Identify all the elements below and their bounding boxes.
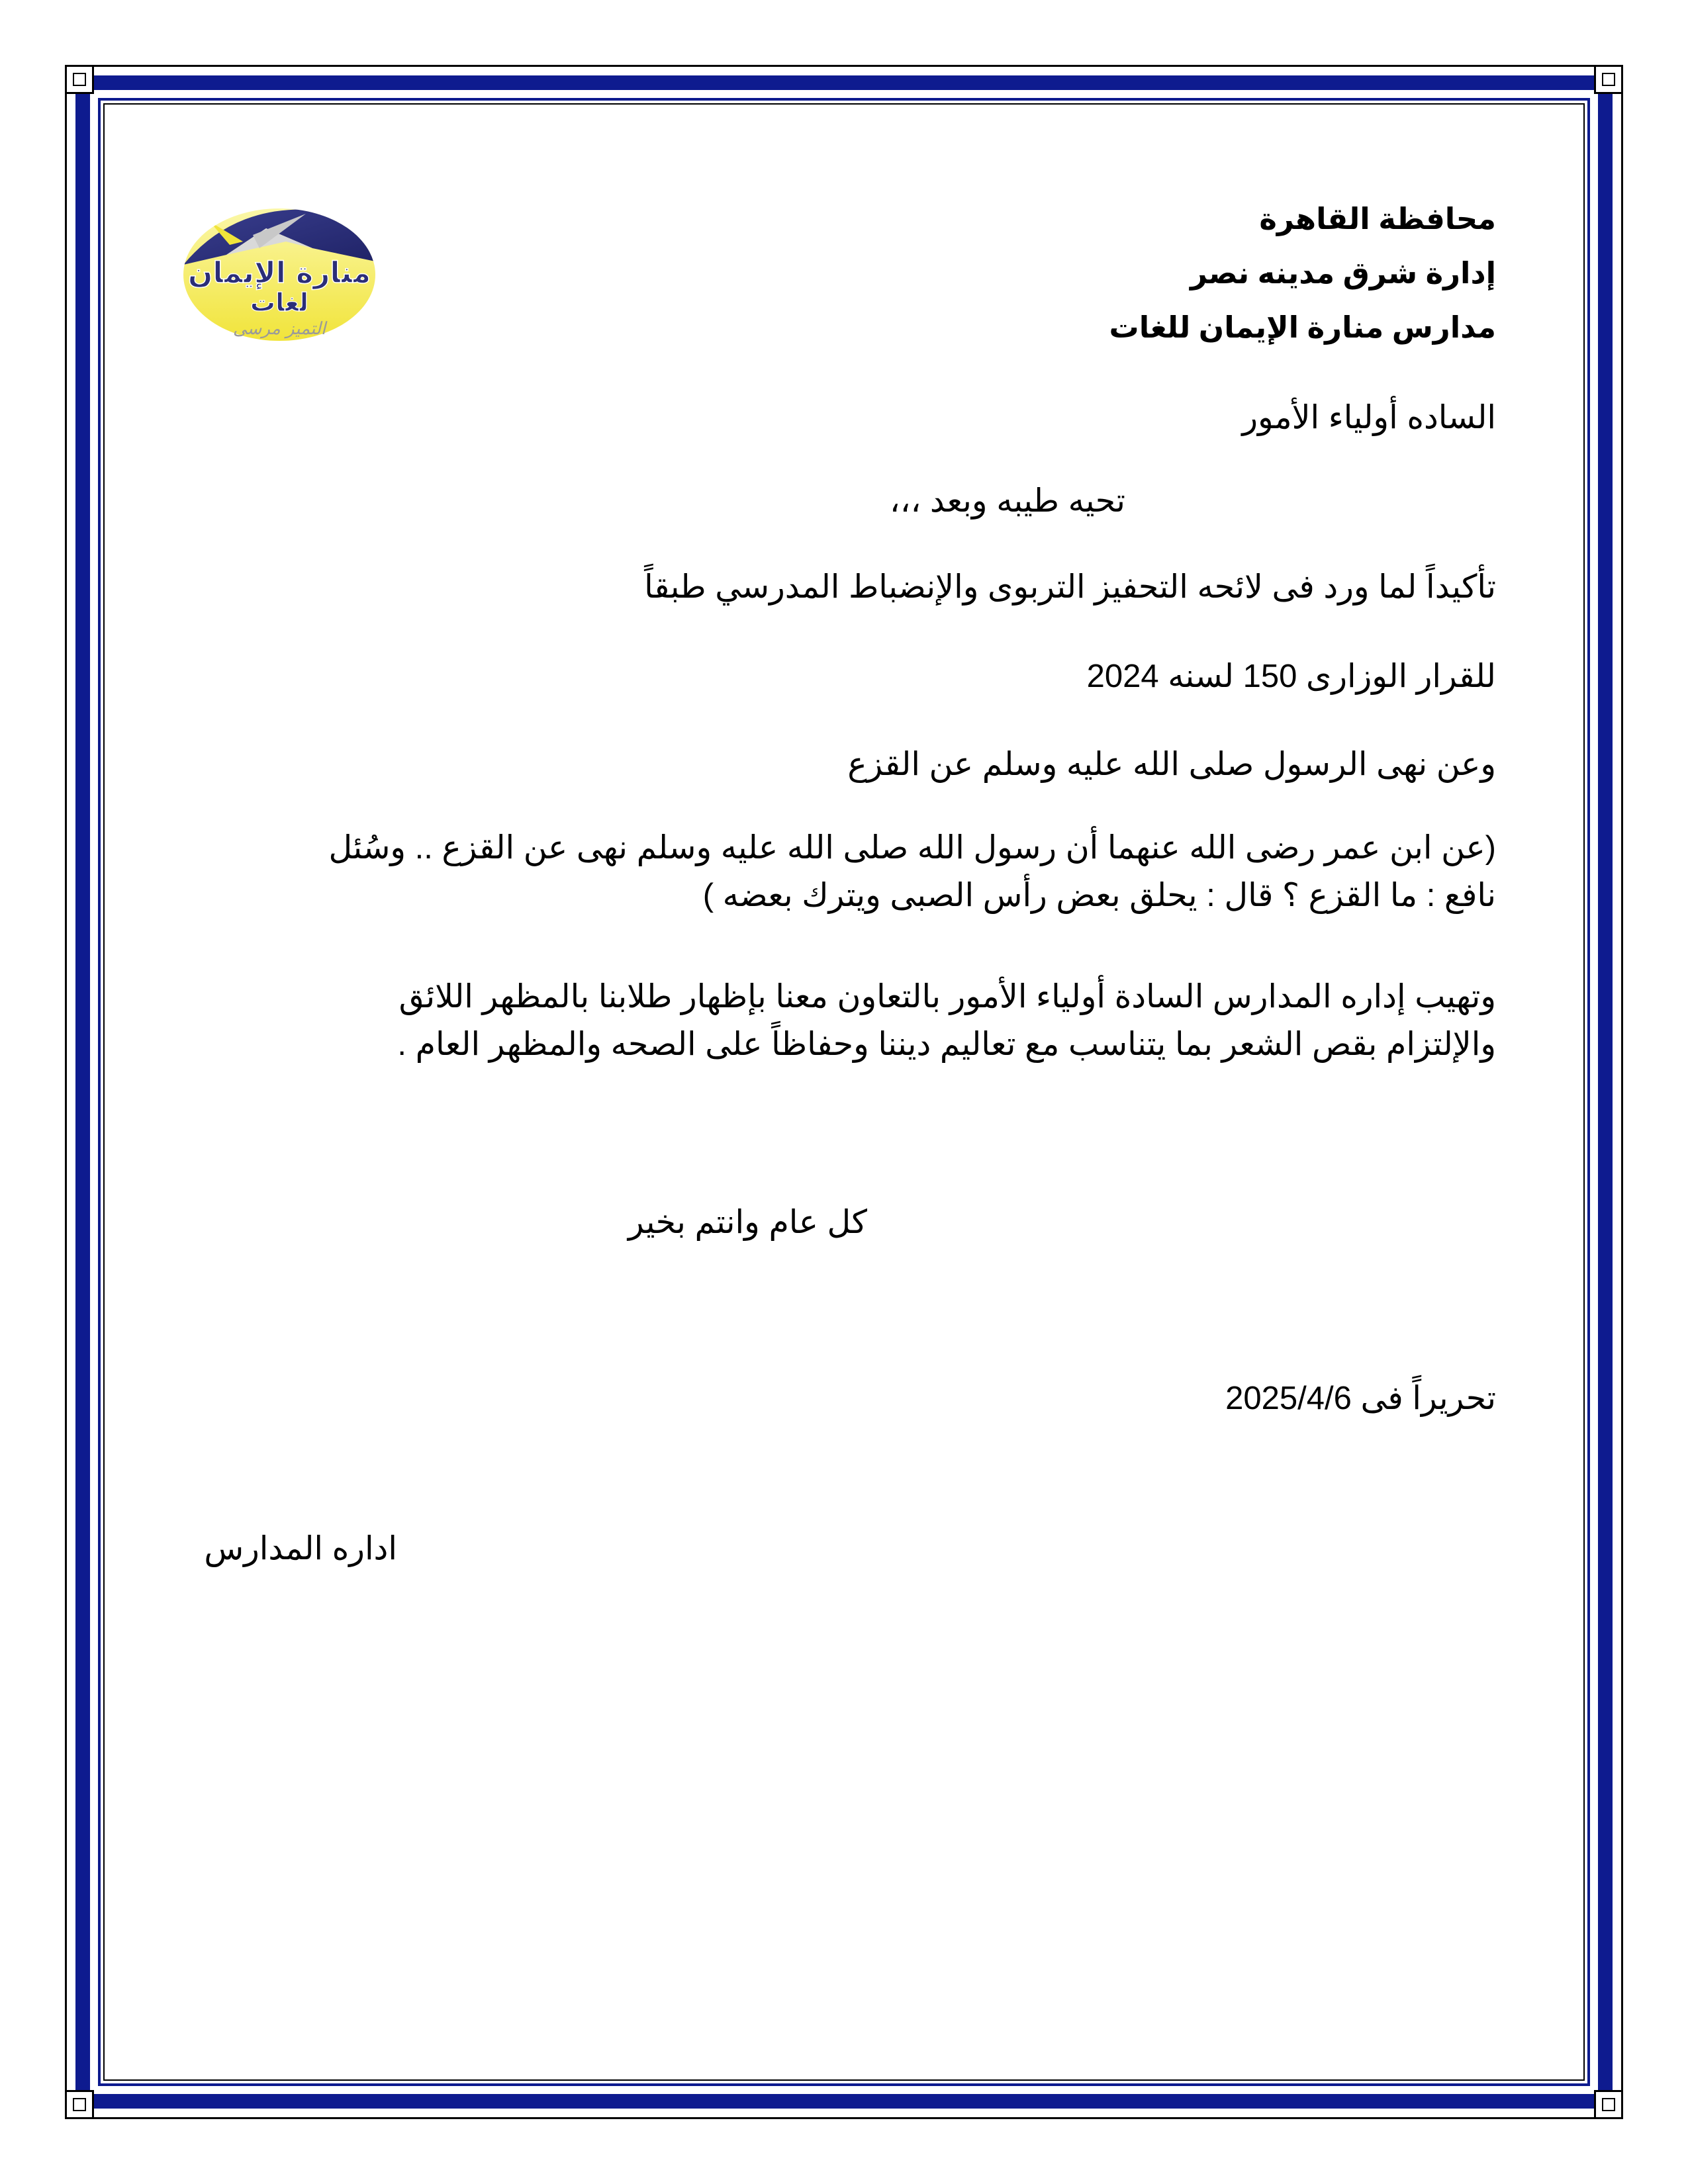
logo-text-line3: التميز مرسى [232, 319, 326, 339]
request-line2: والإلتزام بقص الشعر بما يتناسب مع تعاليم ديننا وحفاظاً على الصحه والمظهر العام . [397, 1026, 1496, 1062]
hadith-line2: نافع : ما القزع ؟ قال : يحلق بعض رأس الصبى ويترك بعضه ) [702, 878, 1496, 913]
school-logo [180, 202, 379, 354]
letter-greeting: تحيه طيبه وبعد ،،، [889, 483, 1125, 519]
letter-signature: اداره المدارس [204, 1531, 397, 1567]
border-corner-top-right [1594, 65, 1623, 94]
border-corner-top-left [65, 65, 94, 94]
header-school-name: مدارس منارة الإيمان للغات [1109, 310, 1496, 344]
request-paragraph [397, 973, 1496, 1068]
letter-body-line2: للقرار الوزارى 150 لسنه 2024 [1086, 659, 1496, 694]
letter-addressee: الساده أولياء الأمور [1242, 400, 1496, 435]
letter-body-line1: تأكيداً لما ورد فى لائحه التحفيز التربوى والإنضباط المدرسي طبقاً [644, 569, 1496, 605]
header-administration: إدارة شرق مدينه نصر [1190, 256, 1496, 290]
request-line1: وتهيب إداره المدارس السادة أولياء الأمور بالتعاون معنا بإظهار طلابنا بالمظهر اللائق [399, 979, 1496, 1015]
page-border-blue [75, 75, 1613, 2109]
border-corner-bottom-left [65, 2090, 94, 2119]
logo-text-line1: منارة الإيمان [187, 256, 371, 290]
logo-text-line2: لغات [250, 288, 309, 317]
page-border-outer [65, 65, 1623, 2119]
border-corner-bottom-right [1594, 2090, 1623, 2119]
letter-date: تحريراً فى 2025/4/6 [1225, 1381, 1496, 1416]
letter-header [1109, 192, 1496, 355]
hadith-line1: (عن ابن عمر رضى الله عنهما أن رسول الله صلى الله عليه وسلم نهى عن القزع .. وسُئل [328, 830, 1496, 866]
hadith-paragraph [328, 824, 1496, 919]
letter-wishes: كل عام وانتم بخير [628, 1205, 867, 1240]
letter-body-line3: وعن نهى الرسول صلى الله عليه وسلم عن القزع [847, 747, 1496, 782]
header-governorate: محافظة القاهرة [1259, 202, 1496, 236]
